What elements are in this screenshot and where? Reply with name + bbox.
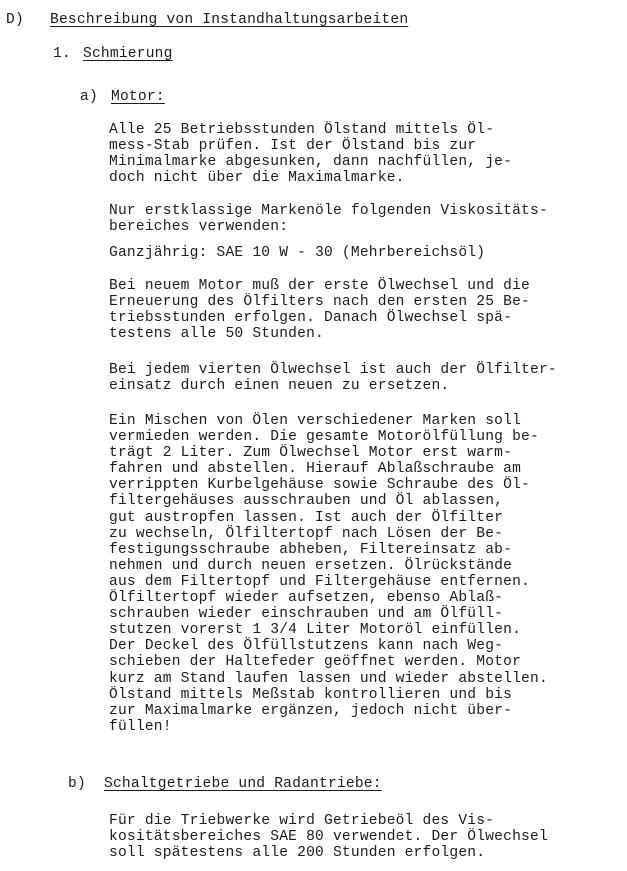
text-line: kositätsbereiches SAE 80 verwendet. Der Ölwechsel [109,829,548,846]
text-line: einsatz durch einen neuen zu ersetzen. [109,378,450,395]
text-line: triebsstunden erfolgen. Danach Ölwechsel spä- [109,310,513,327]
text-line: Ölfiltertopf wieder aufsetzen, ebenso Ablaß- [109,590,504,607]
text-line: soll spätestens alle 200 Stunden erfolgen. [109,845,486,862]
text-line: aus dem Filtertopf und Filtergehäuse entfernen. [109,573,531,590]
text-line: filtergehäuses ausschrauben und Öl ablassen, [109,493,504,510]
text-line: Minimalmarke abgesunken, dann nachfüllen, je- [109,154,513,171]
text-line: Ein Mischen von Ölen verschiedener Marken soll [109,413,522,429]
subsection-title: Schmierung [83,46,173,62]
text-line: zur Maximalmarke ergänzen, jedoch nicht über- [109,702,513,719]
item-b-title: Schaltgetriebe und Radantriebe: [104,776,382,792]
subsection-label: 1. [53,46,71,62]
text-line: schieben der Haltefeder geöffnet werden. Motor [109,654,522,671]
text-line: nehmen und durch neuen ersetzen. Ölrückstände [109,557,513,574]
text-line: Der Deckel des Ölfüllstutzens kann nach Weg- [109,638,504,655]
text-line: Nur erstklassige Markenöle folgenden Viskositäts- [109,203,548,219]
text-line: Ganzjährig: SAE 10 W - 30 (Mehrbereichsöl) [109,245,486,261]
text-line: stutzen vorerst 1 3/4 Liter Motoröl einfüllen. [109,622,522,639]
text-line: mess-Stab prüfen. Ist der Ölstand bis zur [109,138,477,155]
item-b-heading [68,775,382,793]
text-line: Alle 25 Betriebsstunden Ölstand mittels Öl- [109,122,495,138]
subsection-heading [53,45,173,63]
text-line: bereiches verwenden: [109,219,289,236]
text-line: Erneuerung des Ölfilters nach den ersten 25 Be- [109,294,531,311]
text-line: verrippten Kurbelgehäuse sowie Schraube des Öl- [109,477,531,494]
section-title: Beschreibung von Instandhaltungsarbeiten [50,12,409,28]
text-line: füllen! [109,718,172,735]
paragraph-oil-change-procedure [109,413,619,735]
text-line: gut austropfen lassen. Ist auch der Ölfilter [109,509,504,526]
text-line: schrauben wieder einschrauben und am Ölfüll- [109,606,504,623]
text-line: doch nicht über die Maximalmarke. [109,170,405,187]
text-line: zu wechseln, Ölfiltertopf nach Lösen der Be- [109,525,504,542]
section-heading [6,11,408,29]
text-line: Bei jedem vierten Ölwechsel ist auch der Ölfilter- [109,362,557,378]
text-line: testens alle 50 Stunden. [109,326,324,343]
item-b-label: b) [68,776,86,792]
text-line: Bei neuem Motor muß der erste Ölwechsel und die [109,278,531,294]
section-label: D) [6,12,24,28]
text-line: vermieden werden. Die gesamte Motorölfüllung be- [109,429,539,446]
item-a-title: Motor: [111,89,165,105]
item-a-heading [80,88,165,106]
item-a-label: a) [80,89,98,105]
paragraph-gearbox-oil [109,813,619,861]
text-line: festigungsschraube abheben, Filtereinsatz ab- [109,541,513,558]
text-line: Für die Triebwerke wird Getriebeöl des Vis- [109,813,495,829]
paragraph-oil-check [109,122,619,186]
text-line: trägt 2 Liter. Zum Ölwechsel Motor erst warm- [109,445,513,462]
text-line: kurz am Stand laufen lassen und wieder abstellen. [109,670,548,687]
paragraph-filter-replacement [109,362,619,394]
text-line: fahren und abstellen. Hierauf Ablaßschraube am [109,461,522,478]
paragraph-viscosity [109,245,619,261]
paragraph-first-oil-change [109,278,619,342]
text-line: Ölstand mittels Meßstab kontrollieren und bis [109,686,513,703]
paragraph-oil-grade [109,203,619,235]
